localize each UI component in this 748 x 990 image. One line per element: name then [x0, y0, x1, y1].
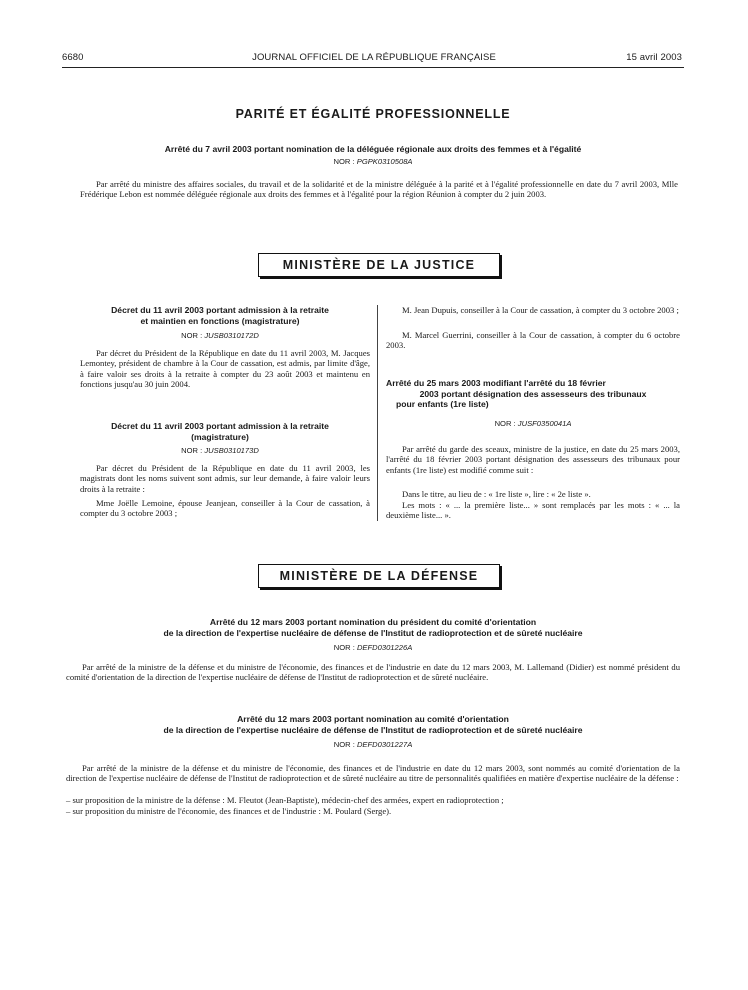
decret1-title: [70, 305, 370, 326]
paragraph-decret2-item: Mme Joëlle Lemoine, épouse Jeanjean, conseiller à la Cour de cassation, à compter du 3 octobre 2003 ;: [80, 498, 370, 519]
paragraph-arrete-justice-title-change: Dans le titre, au lieu de : « 1re liste », lire : « 2e liste ».: [402, 489, 591, 499]
nor-decret2: [70, 446, 370, 455]
arrete-defense1-title: [62, 617, 684, 638]
nor-defense2: [62, 740, 684, 749]
arrete-justice-title-line1: Arrêté du 25 mars 2003 modifiant l'arrêté du 18 février: [386, 378, 606, 388]
arrete-title-parite: Arrêté du 7 avril 2003 portant nomination de la déléguée régionale aux droits des femmes et à l'égalité: [164, 144, 582, 154]
list-item: – sur proposition de la ministre de la défense : M. Fleutot (Jean-Baptiste), médecin-chef des armées, expert en radioprotection ;: [66, 795, 504, 805]
nor-code: DEFD0301227A: [356, 740, 413, 749]
issue-date: 15 avril 2003: [626, 52, 682, 63]
paragraph-decret2-intro: Par décret du Président de la République en date du 11 avril 2003, les magistrats dont les noms suivent sont admis, sur leur demande, à faire valoir leurs droits à la retraite :: [80, 463, 370, 494]
paragraph-defense1: Par arrêté de la ministre de la défense et du ministre de l'économie, des finances et de l'industrie en date du 12 mars 2003, M. Lallemand (Didier) est nommé président du comité d'orientation de la direction de l'expertise nucléaire de défense de l'Institut de radioprotection et de sûreté nucléaire.: [66, 662, 680, 683]
nor-label: NOR :: [333, 740, 355, 749]
section-title-justice: MINISTÈRE DE LA JUSTICE: [258, 253, 500, 277]
nor-code: JUSF0350041A: [517, 419, 572, 428]
nor-code: DEFD0301226A: [356, 643, 413, 652]
decret1-title-line2: et maintien en fonctions (magistrature): [140, 315, 300, 326]
nor-label: NOR :: [333, 643, 355, 652]
nor-code: JUSB0310172D: [204, 331, 259, 340]
nor-label: NOR :: [181, 331, 203, 340]
nor-code: PGPK0310508A: [356, 157, 413, 166]
arrete-defense2-title-line2: de la direction de l'expertise nucléaire de défense de l'Institut de radioprotection et de sûreté nucléaire: [163, 724, 583, 735]
arrete-defense1-title-line2: de la direction de l'expertise nucléaire de défense de l'Institut de radioprotection et de sûreté nucléaire: [163, 627, 583, 638]
nor-arrete-justice: [386, 419, 680, 428]
arrete-justice-title-line2: 2003 portant désignation des assesseurs des tribunaux: [419, 388, 647, 399]
decret2-title: [70, 421, 370, 442]
column-divider: [377, 305, 378, 521]
paragraph-defense2: Par arrêté de la ministre de la défense et du ministre de l'économie, des finances et de l'industrie en date du 12 mars 2003, sont nommés au comité d'orientation de la direction de l'expertise nucléaire de défense de l'Institut de radioprotection et de sûreté nucléaire au titre de personnalités qualifiées en matière d'expertise nucléaire de la défense :: [66, 763, 680, 784]
arrete-defense1-title-line1: Arrêté du 12 mars 2003 portant nomination du président du comité d'orientation: [209, 617, 537, 627]
nor-label: NOR :: [181, 446, 203, 455]
nor-code: JUSB0310173D: [204, 446, 259, 455]
paragraph-parite: Par arrêté du ministre des affaires sociales, du travail et de la solidarité et de la ministre déléguée à la parité et à l'égalité professionnelle en date du 7 avril 2003, Mlle Frédérique Lebon est nommée déléguée régionale aux droits des femmes et à l'égalité pour la région Réunion à compter du 2 juin 2003.: [80, 179, 678, 200]
page-number: 6680: [62, 52, 84, 63]
arrete-justice-title: [386, 378, 680, 410]
arrete-defense2-title-line1: Arrêté du 12 mars 2003 portant nomination au comité d'orientation: [237, 714, 509, 724]
decret2-title-line1: Décret du 11 avril 2003 portant admission à la retraite: [111, 421, 329, 431]
section-title-parite: PARITÉ ET ÉGALITÉ PROFESSIONNELLE: [235, 107, 511, 121]
decret2-title-line2: (magistrature): [191, 431, 249, 442]
section-title-defense: MINISTÈRE DE LA DÉFENSE: [258, 564, 500, 588]
paragraph-arrete-justice-words-change: Les mots : « ... la première liste... » sont remplacés par les mots : « ... la deuxième liste... ».: [386, 500, 680, 521]
journal-title: JOURNAL OFFICIEL DE LA RÉPUBLIQUE FRANÇAISE: [252, 52, 496, 63]
nor-decret1: [70, 331, 370, 340]
paragraph-decret1: Par décret du Président de la République en date du 11 avril 2003, M. Jacques Lemontey, président de chambre à la Cour de cassation, est admis, par limite d'âge, à faire valoir ses droits à la retraite à compter du 23 août 2003 et maintenu en fonctions jusqu'au 30 juin 2004.: [80, 348, 370, 390]
header-rule: [62, 67, 684, 68]
nor-label: NOR :: [494, 419, 516, 428]
decret1-title-line1: Décret du 11 avril 2003 portant admission à la retraite: [111, 305, 329, 315]
nor-label: NOR :: [333, 157, 355, 166]
paragraph-right-continuation1: M. Jean Dupuis, conseiller à la Cour de cassation, à compter du 3 octobre 2003 ;: [402, 305, 679, 315]
nor-parite: [62, 157, 684, 166]
nor-defense1: [62, 643, 684, 652]
arrete-justice-title-line3: pour enfants (1re liste): [396, 399, 489, 409]
paragraph-arrete-justice: Par arrêté du garde des sceaux, ministre de la justice, en date du 25 mars 2003, l'arrêté du 18 février 2003 portant désignation des assesseurs des tribunaux pour enfants (1re liste) est modifié comme suit :: [386, 444, 680, 475]
arrete-defense2-title: [62, 714, 684, 735]
paragraph-right-continuation2: M. Marcel Guerrini, conseiller à la Cour de cassation, à compter du 6 octobre 2003.: [386, 330, 680, 351]
list-item: – sur proposition du ministre de l'économie, des finances et de l'industrie : M. Poulard (Serge).: [66, 806, 392, 816]
